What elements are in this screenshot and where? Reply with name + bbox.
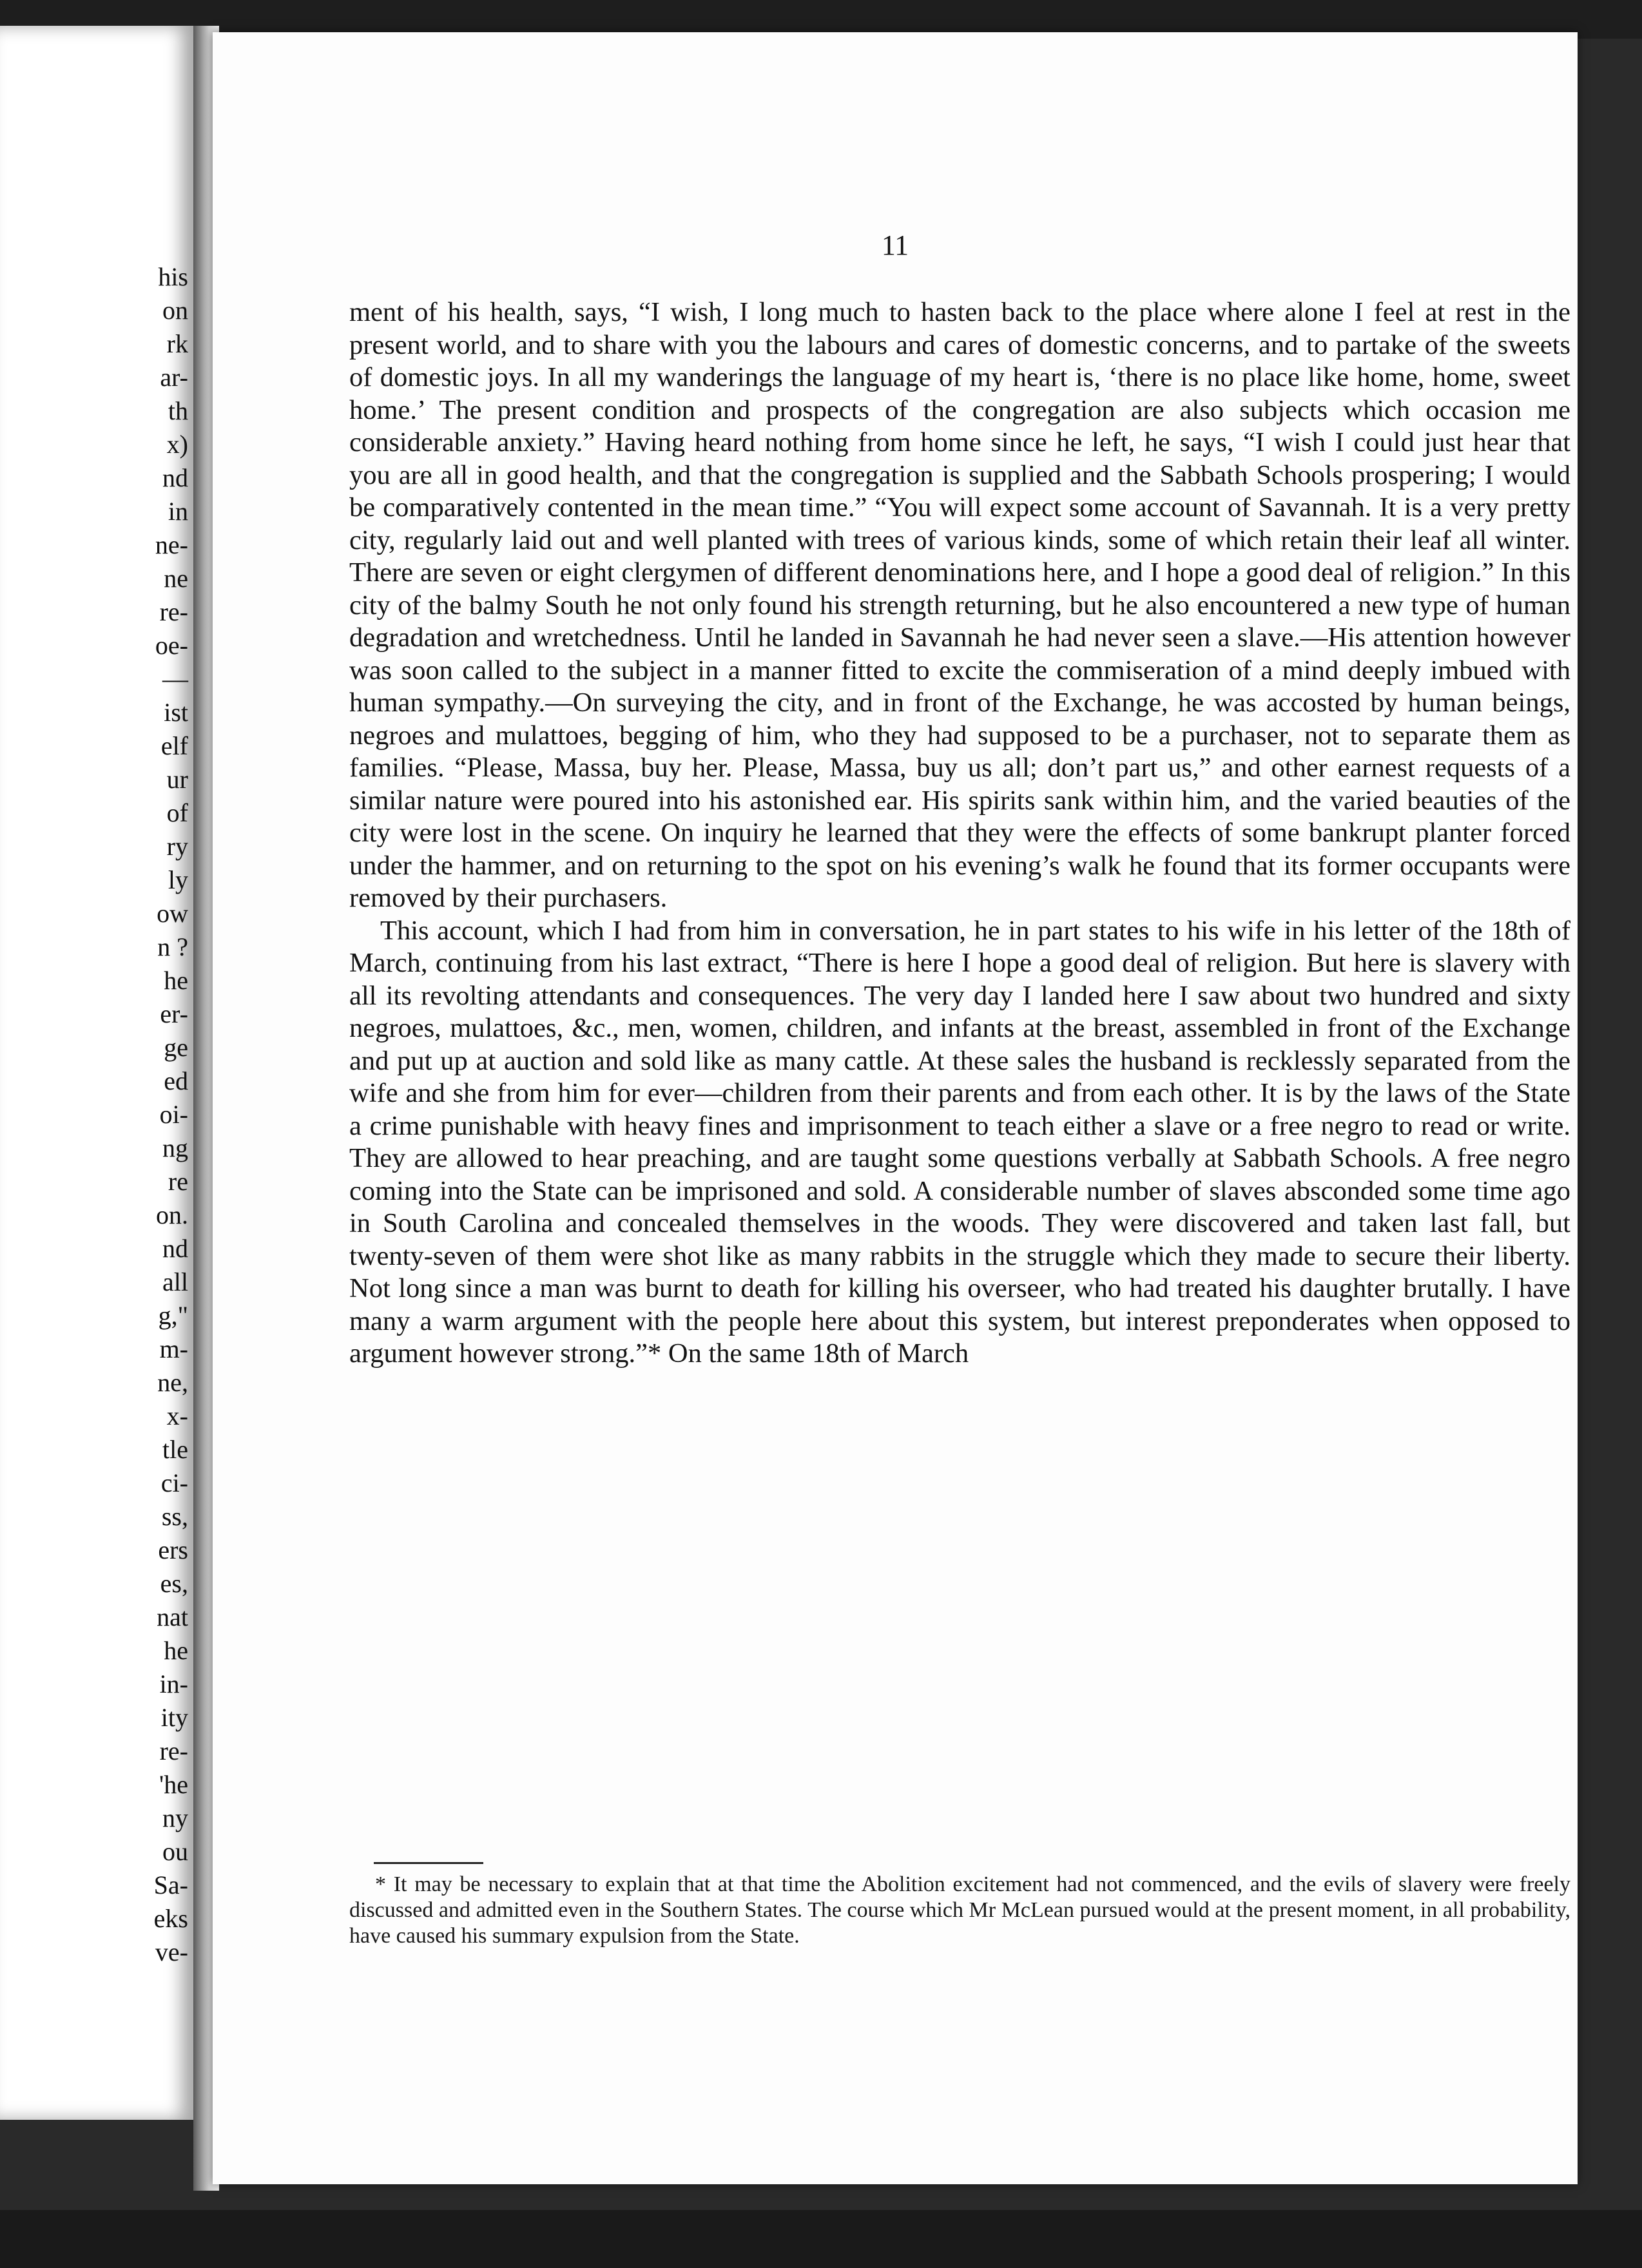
facing-page-fragment: he [164,966,188,995]
facing-page-fragment: in [168,497,188,526]
facing-page-fragment: rk [166,329,188,358]
facing-page-fragment: of [166,798,188,827]
facing-page-fragment: tle [162,1435,188,1464]
facing-page-fragment: nat [157,1602,188,1631]
facing-page-fragment: ou [162,1837,188,1866]
facing-page-fragment: ci- [160,1468,188,1497]
page-number: 11 [881,229,909,261]
body-text [349,296,1570,1370]
facing-page-fragment: Sa- [153,1870,188,1899]
facing-page-left [0,26,193,2120]
facing-page-fragment: ur [166,765,188,794]
footnote-divider [374,1862,483,1864]
scan-background-bottom [0,2210,1642,2268]
facing-page-fragment: elf [160,731,188,760]
facing-page-fragment: he [164,1636,188,1665]
facing-page-fragment: 'he [159,1770,188,1799]
facing-page-fragment: re [168,1167,188,1196]
facing-page-fragment: on. [156,1200,188,1229]
facing-page-fragment: ity [160,1703,188,1732]
facing-page-fragment: er- [160,999,188,1028]
facing-page-fragment: nd [162,1234,188,1263]
facing-page-fragment: ne [164,564,188,593]
facing-page-fragment: g," [158,1301,188,1330]
facing-page-fragment: his [158,262,188,291]
facing-page-fragment: re- [159,597,188,626]
facing-page-fragment: th [168,396,188,425]
page [213,32,1578,2184]
facing-page-fragment: oi- [159,1100,188,1129]
facing-page-fragment: ny [162,1803,188,1832]
facing-page-fragment: nd [162,463,188,492]
facing-page-fragment: in- [159,1669,188,1698]
facing-page-fragment: ng [162,1133,188,1162]
facing-page-fragment: ne, [157,1368,188,1397]
paragraph: This account, which I had from him in conversation, he in part states to his wife in his letter of the 18th of March, continuing from his last extract, “There is here I hope a good deal of religion. But here is slavery with all its revolting attendants and consequences. The very day I landed here I saw about two hundred and sixty negroes, mulattoes, &c., men, women, children, and infants at the breast, assembled in front of the Exchange and put up at auction and sold like as many cattle. At these sales the husband is recklessly separated from the wife and she from him for ever—children from their parents and from each other. It is by the laws of the State a crime punishable with heavy fines and imprisonment to teach either a slave or a free negro to read or write. They are allowed to hear preaching, and are taught some questions verbally at Sabbath Schools. A free negro coming into the State can be imprisoned and sold. A considerable number of slaves absconded some time ago in South Carolina and concealed themselves in the woods. They were discovered and taken last fall, but twenty-seven of them were shot like as many rabbits in the struggle which they made to secure their liberty. Not long since a man was burnt to death for killing his overseer, who had treated his daughter brutally. I have many a warm argument with the people here about this system, but interest preponderates when opposed to argument however strong.”* On the same 18th of March [349,915,1570,1369]
paragraph: ment of his health, says, “I wish, I long much to hasten back to the place where alone I feel at rest in the present world, and to share with you the labours and cares of domestic concerns, and to partake of the sweets of domestic joys. In all my wanderings the language of my heart is, ‘there is no place like home, home, sweet home.’ The present condition and prospects of the congregation are also subjects which occasion me considerable anxiety.” Having heard nothing from home since he left, he says, “I wish I could just hear that you are all in good health, and that the congregation is supplied and the Sabbath Schools prospering; I would be comparatively contented in the mean time.” “You will expect some account of Savannah. It is a very pretty city, regularly laid out and well planted with trees of various kinds, some of which retain their leaf all winter. There are seven or eight clergymen of different denominations here, and I hope a good deal of religion.” In this city of the balmy South he not only found his strength returning, but he also encountered a new type of human degradation and wretchedness. Until he landed in Savannah he had never seen a slave.—His attention however was soon called to the subject in a manner fitted to excite the commiseration of a mind deeply imbued with human sympathy.—On surveying the city, and in front of the Exchange, he was accosted by human beings, negroes and mulattoes, begging of him, who they had supposed to be a purchaser, not to separate them as families. “Please, Massa, buy her. Please, Massa, buy us all; don’t part us,” and other earnest requests of a similar nature were poured into his astonished ear. His spirits sank within him, and the varied beauties of the city were lost in the scene. On inquiry he learned that they were the effects of some bankrupt planter forced under the hammer, and on returning to the spot on his evening’s walk he found that its former occupants were removed by their purchasers. [349,297,1570,913]
facing-page-fragment: all [162,1267,188,1296]
facing-page-fragment: ly [168,865,188,894]
facing-page-fragment: x- [166,1401,188,1430]
facing-page-fragment: m- [159,1334,188,1363]
facing-page-fragment: ar- [160,363,188,392]
facing-page-fragment: oe- [155,631,188,660]
facing-page-fragment: ne- [155,530,188,559]
facing-page-fragment: re- [159,1736,188,1765]
facing-page-fragment: — [162,664,188,693]
facing-page-fragment: ve- [155,1937,188,1966]
footnote: * It may be necessary to explain that at that time the Abolition excitement had not commenced, and the evils of slavery were freely discussed and admitted even in the Southern States. The course which Mr McLean pursued would at the present moment, in all probability, have caused his summary expulsion from the State. [349,1872,1570,1948]
facing-page-fragment: es, [160,1569,188,1598]
facing-page-fragment: ed [164,1066,188,1095]
facing-page-fragment: ry [166,832,188,861]
facing-page-fragment: x) [166,430,188,459]
facing-page-fragment: n ? [157,932,188,961]
facing-page-fragment: ge [164,1033,188,1062]
facing-page-fragment: on [162,296,188,325]
facing-page-fragment: ow [157,899,188,928]
facing-page-fragment: eks [153,1904,188,1933]
facing-page-fragment: ers [158,1535,188,1564]
facing-page-fragment: ist [164,698,188,727]
facing-page-fragment: ss, [161,1502,188,1531]
